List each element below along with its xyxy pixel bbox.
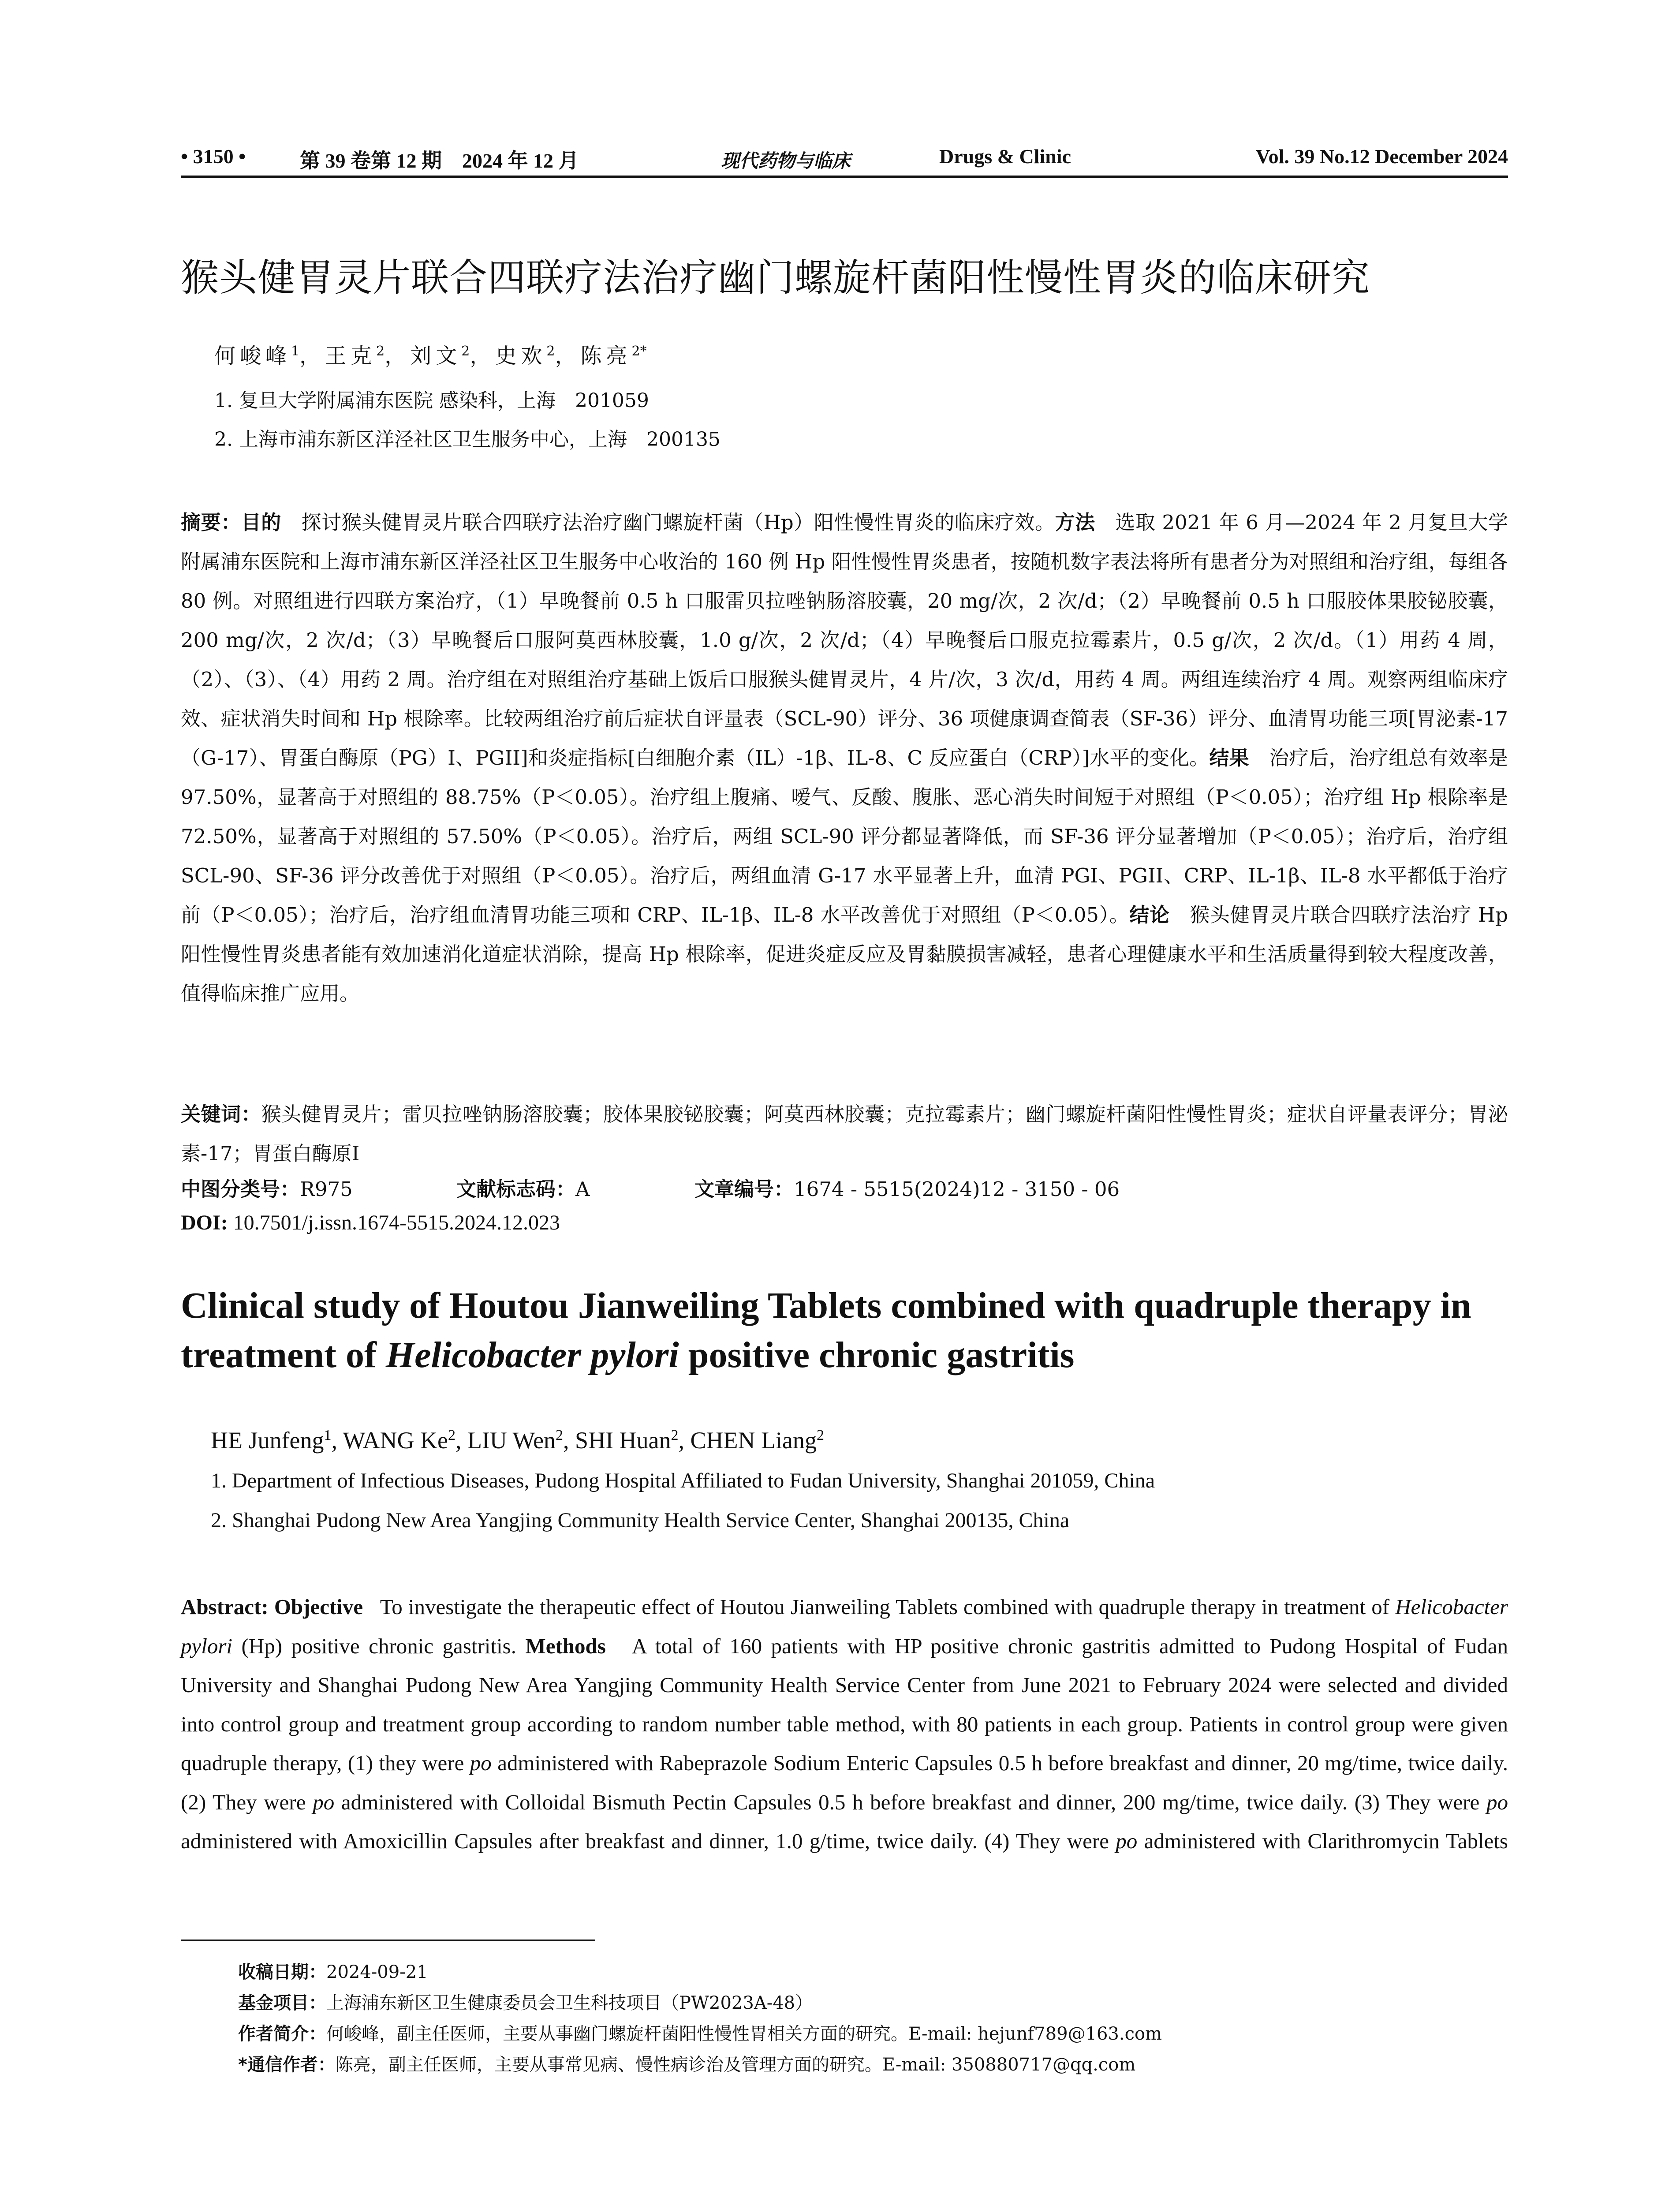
author-name: 刘文: [410, 344, 462, 368]
author-name: SHI Huan: [575, 1427, 671, 1454]
footnote-label: 作者简介：: [238, 2024, 326, 2044]
title-cn: 猴头健胃灵片联合四联疗法治疗幽门螺旋杆菌阳性慢性胃炎的临床研究: [181, 256, 1370, 300]
volume-en: Vol. 39 No.12 December 2024: [1255, 145, 1508, 168]
author-name: 陈亮: [580, 344, 632, 368]
footnote-text: 上海浦东新区卫生健康委员会卫生科技项目（PW2023A-48）: [326, 1993, 813, 2013]
doc-code-label: 文献标志码：: [456, 1177, 576, 1201]
doi-line: [181, 1211, 560, 1235]
author-aff: 2: [546, 344, 555, 359]
po-italic: po: [1116, 1829, 1138, 1853]
po-italic: po: [470, 1751, 492, 1775]
methods-label: 方法: [1055, 511, 1095, 534]
title-en-part: positive chronic gastritis: [679, 1334, 1075, 1375]
author-name: 史欢: [495, 344, 547, 368]
po-italic: po: [313, 1790, 335, 1814]
objective-label: 目的: [241, 511, 281, 534]
author-aff: 1: [324, 1427, 332, 1443]
methods-en-text: A total of 160 patients with HP positive chronic gastritis admitted to Pudong Hospital of Fudan University and Shanghai Pudong New Area Yangjing Community Health Service Center from June 2021 to February 2024 were selected and divided into control group and treatment group according to random number table method, with 80 patients in each group. Patients in control group were given quadruple therapy, (1) they were: [181, 1633, 1508, 1775]
author-aff: 2*: [631, 344, 647, 359]
methods-text: 选取 2021 年 6 月—2024 年 2 月复旦大学附属浦东医院和上海市浦东新区洋泾社区卫生服务中心收治的 160 例 Hp 阳性慢性胃炎患者，按随机数字表法将所有患者分为对照组和治疗组，每组各 80 例。对照组进行四联方案治疗，（1）早晚餐前 0.5 h 口服雷贝拉唑钠肠溶胶囊，20 mg/次，2 次/d；（2）早晚餐前 0.5 h 口服胶体果胶铋胶囊，200 mg/次，2 次/d；（3）早晚餐后口服阿莫西林胶囊，1.0 g/次，2 次/d；（4）早晚餐后口服克拉霉素片，0.5 g/次，2 次/d。（1）用药 4 周，（2）、（3）、（4）用药 2 周。治疗组在对照组治疗基础上饭后口服猴头健胃灵片，4 片/次，3 次/d，用药 4 周。两组连续治疗 4 周。观察两组临床疗效、症状消失时间和 Hp 根除率。比较两组治疗前后症状自评量表（SCL-90）评分、36 项健康调查简表（SF-36）评分、血清胃功能三项[胃泌素-17（G-17）、胃蛋白酶原（PG）I、PGII]和炎症指标[白细胞介素（IL）-1β、IL-8、C 反应蛋白（CRP）]水平的变化。: [181, 511, 1508, 770]
author-aff: 2: [461, 344, 470, 359]
author-aff: 2: [816, 1427, 824, 1443]
journal-name-en: Drugs & Clinic: [939, 145, 1071, 168]
clc-label: 中图分类号：: [181, 1177, 300, 1201]
author-name: HE Junfeng: [211, 1427, 324, 1454]
footnote-label: *通信作者：: [238, 2055, 336, 2075]
affiliation-en-2: 2. Shanghai Pudong New Area Yangjing Community Health Service Center, Shanghai 200135, China: [211, 1509, 1070, 1532]
footnote-text: 何峻峰，副主任医师，主要从事幽门螺旋杆菌阳性慢性胃相关方面的研究。E-mail: hejunf789@163.com: [326, 2024, 1162, 2044]
objective-en-label: Objective: [274, 1595, 363, 1619]
footnote-fund: [238, 1989, 813, 2014]
keywords-text: 猴头健胃灵片；雷贝拉唑钠肠溶胶囊；胶体果胶铋胶囊；阿莫西林胶囊；克拉霉素片；幽门螺旋杆菌阳性慢性胃炎；症状自评量表评分；胃泌素-17；胃蛋白酶原I: [181, 1102, 1508, 1165]
methods-en-text: administered with Amoxicillin Capsules after breakfast and dinner, 1.0 g/time, twice daily. (4) They were: [181, 1829, 1116, 1853]
author-aff: 2: [448, 1427, 455, 1443]
keywords-label: 关键词：: [181, 1102, 261, 1126]
author-aff: 2: [671, 1427, 679, 1443]
clc-value: R975: [300, 1177, 353, 1201]
author-aff: 1: [291, 344, 300, 359]
po-italic: po: [1486, 1790, 1508, 1814]
title-en: [181, 1281, 1508, 1380]
authors-en: HE Junfeng$^1$, WANG Ke$^2$, LIU Wen$^2$, SHI Huan$^2$, CHEN Liang$^2$: [211, 1427, 824, 1454]
issue-cn: 第 39 卷第 12 期 2024 年 12 月: [300, 149, 579, 172]
objective-en-text: (Hp) positive chronic gastritis.: [232, 1633, 516, 1658]
conclusion-label: 结论: [1129, 903, 1170, 927]
methods-en-text: administered with Colloidal Bismuth Pectin Capsules 0.5 h before breakfast and dinner, 200 mg/time, twice daily. (3) They were: [334, 1790, 1486, 1814]
author-name: LIU Wen: [467, 1427, 556, 1454]
species-italic: Helicobacter pylori: [181, 1595, 1508, 1658]
author-name: CHEN Liang: [690, 1427, 817, 1454]
methods-en-text: administered with Rabeprazole Sodium Enteric Capsules 0.5 h before breakfast and dinner, 20 mg/time, twice daily. (2) They were: [181, 1751, 1508, 1814]
title-en-part: Clinical study of Houtou Jianweiling Tablets combined with quadruple therapy in treatment of: [181, 1285, 1471, 1375]
affiliation-cn-2: 2. 上海市浦东新区洋泾社区卫生服务中心，上海 200135: [214, 428, 721, 451]
page-number: • 3150 •: [181, 145, 246, 168]
objective-text: 探讨猴头健胃灵片联合四联疗法治疗幽门螺旋杆菌（Hp）阳性慢性胃炎的临床疗效。: [301, 511, 1055, 534]
footnote-author-bio: [238, 2020, 1162, 2045]
author-name: 王克: [325, 344, 377, 368]
article-no-value: 1674 - 5515(2024)12 - 3150 - 06: [794, 1177, 1120, 1201]
authors-cn: 何峻峰$^1$，王克$^2$，刘文$^2$，史欢$^2$，陈亮$^{2*}$: [214, 344, 647, 368]
doi-label: DOI:: [181, 1211, 228, 1234]
objective-en-text: To investigate the therapeutic effect of Houtou Jianweiling Tablets combined with quadruple therapy in treatment of: [380, 1595, 1396, 1619]
author-aff: 2: [556, 1427, 564, 1443]
doi-value: 10.7501/j.issn.1674-5515.2024.12.023: [233, 1211, 560, 1234]
abstract-en: [181, 1588, 1508, 1861]
methods-en-text: administered with Clarithromycin Tablets: [1137, 1829, 1508, 1853]
footnote-text: 2024-09-21: [326, 1962, 428, 1982]
methods-en-label: Methods: [525, 1633, 606, 1658]
footnote-divider: [181, 1940, 595, 1941]
abstract-cn: [181, 503, 1508, 1013]
journal-name-cn: 现代药物与临床: [721, 150, 851, 172]
running-header: [181, 142, 1508, 178]
footnote-received: [238, 1958, 428, 1983]
article-no-label: 文章编号：: [694, 1177, 794, 1201]
conclusion-text: 猴头健胃灵片联合四联疗法治疗 Hp 阳性慢性胃炎患者能有效加速消化道症状消除，提高 Hp 根除率，促进炎症反应及胃黏膜损害减轻，患者心理健康水平和生活质量得到较大程度改善，值得临床推广应用。: [181, 903, 1508, 1005]
footnote-label: 基金项目：: [238, 1993, 326, 2013]
results-label: 结果: [1209, 746, 1249, 770]
footnote-corresponding: [238, 2051, 1135, 2076]
abstract-en-label: Abstract:: [181, 1595, 269, 1619]
keywords-cn: [181, 1095, 1508, 1173]
title-en-species: Helicobacter pylori: [385, 1334, 679, 1375]
abstract-cn-label: 摘要：: [181, 511, 241, 534]
author-name: WANG Ke: [343, 1427, 448, 1454]
author-aff: 2: [376, 344, 385, 359]
affiliation-cn-1: 1. 复旦大学附属浦东医院 感染科，上海 201059: [214, 389, 649, 412]
footnote-text: 陈亮，副主任医师，主要从事常见病、慢性病诊治及管理方面的研究。E-mail: 350880717@qq.com: [335, 2055, 1136, 2075]
author-name: 何峻峰: [214, 344, 291, 368]
footnote-label: 收稿日期：: [238, 1962, 326, 1982]
doc-code-value: A: [575, 1177, 590, 1201]
results-text: 治疗后，治疗组总有效率是 97.50%，显著高于对照组的 88.75%（P＜0.05）。治疗组上腹痛、嗳气、反酸、腹胀、恶心消失时间短于对照组（P＜0.05）；治疗组 Hp 根除率是 72.50%，显著高于对照组的 57.50%（P＜0.05）。治疗后，两组 SCL-90 评分都显著降低，而 SF-36 评分显著增加（P＜0.05）；治疗后，治疗组 SCL-90、SF-36 评分改善优于对照组（P＜0.05）。治疗后，两组血清 G-17 水平显著上升，血清 PGI、PGII、CRP、IL-1β、IL-8 水平都低于治疗前（P＜0.05）；治疗后，治疗组血清胃功能三项和 CRP、IL-1β、IL-8 水平改善优于对照组（P＜0.05）。: [181, 746, 1508, 927]
affiliation-en-1: 1. Department of Infectious Diseases, Pudong Hospital Affiliated to Fudan University, Shanghai 201059, China: [211, 1469, 1155, 1492]
